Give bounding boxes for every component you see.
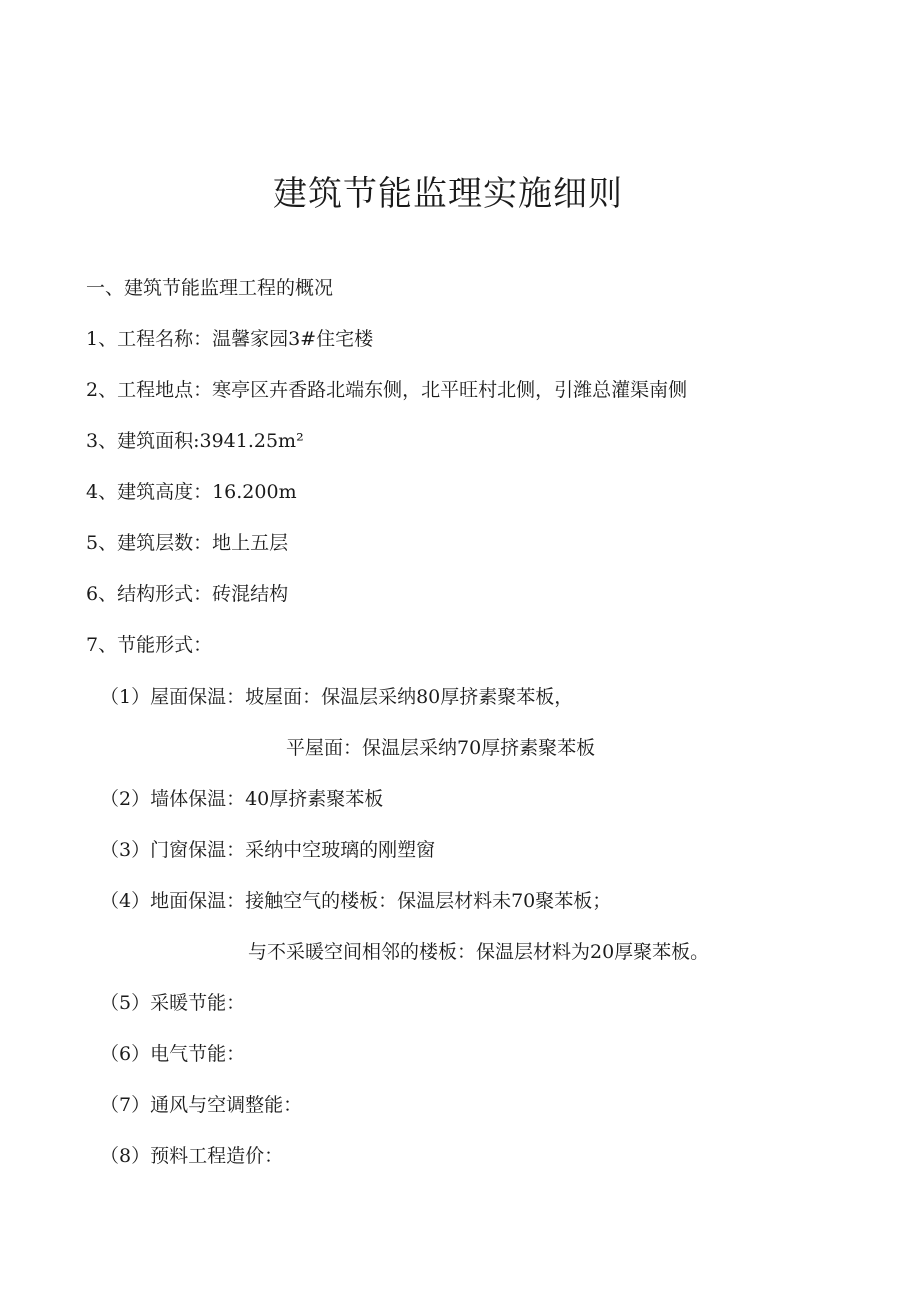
sub-item-heating: （5）采暖节能： [100,992,246,1014]
sub-item-window-insulation: （3）门窗保温：采纳中空玻璃的刚塑窗 [100,839,436,861]
item-project-name: 1、工程名称：温馨家园3#住宅楼 [86,328,374,350]
sub-item-cost-estimate: （8）预料工程造价： [100,1145,284,1167]
item-energy-saving-form: 7、节能形式： [86,634,213,656]
sub-item-wall-insulation: （2）墙体保温：40厚挤素聚苯板 [100,788,384,810]
section-heading: 一、建筑节能监理工程的概况 [86,277,334,299]
item-building-height: 4、建筑高度：16.200m [86,481,297,503]
sub-item-floor-insulation: （4）地面保温：接触空气的楼板：保温层材料未70聚苯板； [100,890,612,912]
document-title: 建筑节能监理实施细则 [273,174,623,214]
item-building-area: 3、建筑面积:3941.25m² [86,430,304,452]
sub-item-ventilation: （7）通风与空调整能： [100,1094,303,1116]
item-structure-type: 6、结构形式：砖混结构 [86,583,289,605]
sub-item-roof-insulation: （1）屋面保温：坡屋面：保温层采纳80厚挤素聚苯板， [100,686,574,708]
sub-item-electrical: （6）电气节能： [100,1043,246,1065]
sub-item-unheated-floor: 与不采暖空间相邻的楼板：保温层材料为20厚聚苯板。 [248,941,710,963]
sub-item-flat-roof: 平屋面：保温层采纳70厚挤素聚苯板 [286,737,596,759]
item-building-floors: 5、建筑层数：地上五层 [86,532,289,554]
item-project-location: 2、工程地点：寒亭区卉香路北端东侧，北平旺村北侧，引潍总灌渠南侧 [86,379,688,401]
